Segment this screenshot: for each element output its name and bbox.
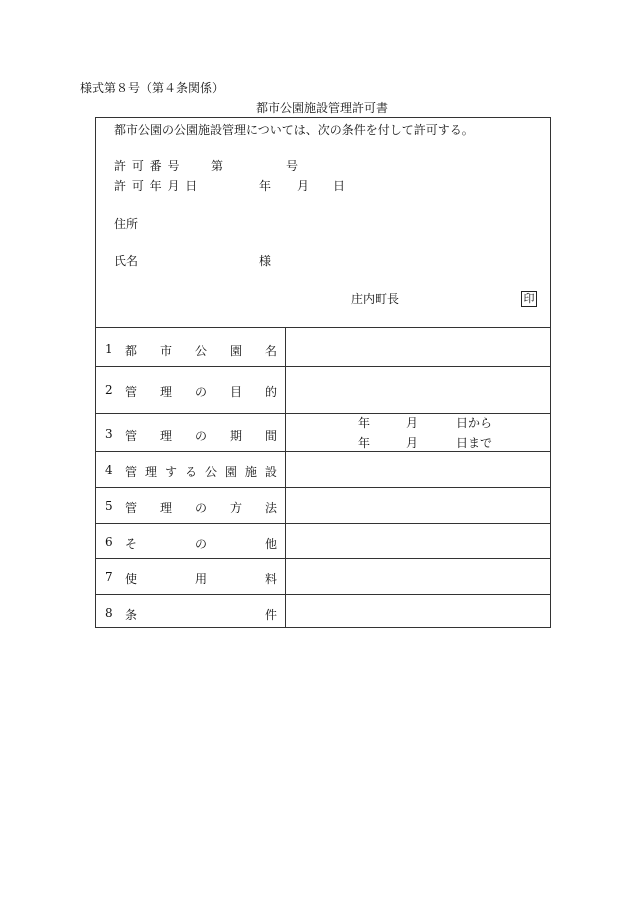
period-from-month: 月 [406, 416, 419, 430]
permit-number-go: 号 [286, 159, 299, 173]
permit-date-month: 月 [297, 179, 310, 193]
form-number: 様式第８号（第４条関係） [80, 81, 225, 95]
permit-form: 都市公園の公園施設管理については、次の条件を付して許可する。 許 可 番 号 第 号 許 可 年 月 日 年 月 日 住所 氏名 様 庄内町長 印 1 都 市 公 園 名 2 管 理 の 目 的 3 管 理 の 期 間 4 管 理 す る 公 園 施 設 5 管 理 の 方 法 6 そ の 他 7 使 用 料 8 条 件 年 月 日から 年 月 日まで [95, 117, 551, 628]
permit-number-label: 許 可 番 号 [114, 159, 181, 173]
period-to-day: 日まで [456, 436, 493, 450]
period-to-year: 年 [358, 436, 371, 450]
period-from-year: 年 [358, 416, 371, 430]
name-label: 氏名 [114, 254, 139, 268]
seal-mark: 印 [521, 291, 537, 307]
address-label: 住所 [114, 217, 139, 231]
permit-date-label: 許 可 年 月 日 [114, 179, 199, 193]
period-from-day: 日から [456, 416, 493, 430]
period-to-month: 月 [406, 436, 419, 450]
permit-date-day: 日 [333, 179, 346, 193]
document-title: 都市公園施設管理許可書 [256, 101, 389, 115]
permit-statement: 都市公園の公園施設管理については、次の条件を付して許可する。 [114, 123, 474, 137]
honorific-sama: 様 [259, 254, 272, 268]
issuer-label: 庄内町長 [351, 292, 400, 306]
permit-date-year: 年 [259, 179, 272, 193]
permit-number-dai: 第 [211, 159, 224, 173]
